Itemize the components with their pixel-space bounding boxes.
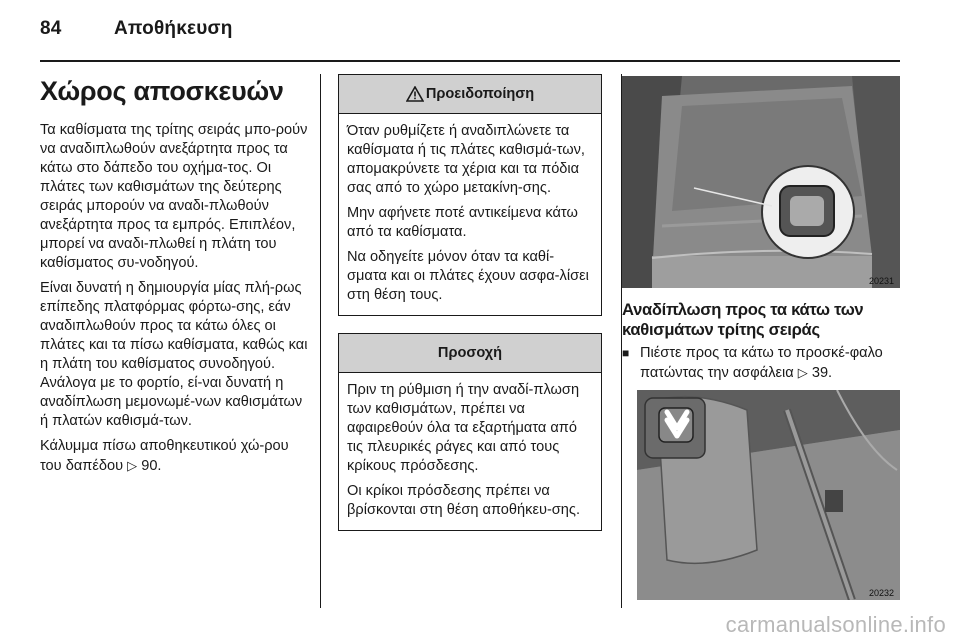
paragraph-seats: Τα καθίσματα της τρίτης σειράς μπο-ρούν να αναδιπλωθούν ανεξάρτητα προς τα κάτω στο δάπεδο του οχήμα-τος. Οι πλάτες των καθισμάτων της δεύτερης σειράς μπορούν να αναδι-πλωθούν ανεξάρτητα προς τα εμπρός. Επιπλέον, μπορεί να αναδι-πλωθεί η πλάτη του καθίσματος συ-νοδηγού. xyxy=(40,122,308,271)
paragraph-reference xyxy=(40,437,308,476)
caution-paragraph: Οι κρίκοι πρόσδεσης πρέπει να βρίσκονται στη θέση αποθήκευ-σης. xyxy=(347,483,581,518)
reference-page: 90. xyxy=(141,458,162,474)
luggage-illustration-graphic xyxy=(622,76,900,288)
warning-paragraph: Να οδηγείτε μόνον όταν τα καθί-σματα και οι πλάτες έχουν ασφα-λίσει στη θέση τους. xyxy=(347,249,589,303)
warning-box-body xyxy=(339,114,601,315)
section-heading-fold-seats: Αναδίπλωση προς τα κάτω των καθισμάτων τρίτης σειράς xyxy=(622,300,864,339)
caution-paragraph: Πριν τη ρύθμιση ή την αναδί-πλωση των καθισμάτων, πρέπει να αφαιρεθούν όλα τα εξαρτήματα από τις πλευρικές ράγες και από τους κρίκους πρόσδεσης. xyxy=(347,382,580,474)
caution-box xyxy=(338,333,602,531)
paragraph-platform: Είναι δυνατή η δημιουργία μίας πλή-ρως επίπεδης πλατφόρμας φόρτω-σης, εάν αναδιπλωθούν προς τα κάτω όλες οι πλάτες και τα πίσω καθίσματα, καθώς και η πλάτη του καθίσματος συνοδηγού. Ανάλογα με το φορτίο, εί-ναι δυνατή η αναδίπλωση μεμονωμέ-νων καθισμάτων ή πλατών καθισμά-των. xyxy=(40,280,308,429)
bullet-reference-page: 39. xyxy=(811,365,833,381)
page-header xyxy=(40,18,233,40)
section-heading-luggage: Χώρος αποσκευών xyxy=(40,76,284,106)
column-divider-left xyxy=(320,74,321,608)
reference-text: Κάλυμμα πίσω αποθηκευτικού χώ-ρου του δαπέδου xyxy=(40,438,289,474)
warning-box xyxy=(338,74,602,316)
illustration-luggage-compartment xyxy=(622,76,900,288)
bullet-text: Πιέστε προς τα κάτω το προσκέ-φαλο πατώντας την ασφάλεια xyxy=(640,345,883,381)
header-rule xyxy=(40,60,900,62)
image-id-bottom: 20232 xyxy=(868,588,894,598)
footer-watermark: carmanualsonline.info xyxy=(725,612,946,637)
warning-triangle-icon xyxy=(406,86,424,102)
bullet-marker: ■ xyxy=(622,346,630,360)
left-column xyxy=(40,76,308,482)
illustration-head-restraint xyxy=(637,390,900,600)
warning-paragraph: Μην αφήνετε ποτέ αντικείμενα κάτω από τα καθίσματα. xyxy=(347,205,578,240)
head-restraint-illustration-graphic xyxy=(637,390,900,600)
image-id-top: 20231 xyxy=(868,276,894,286)
page-number: 84 xyxy=(40,18,62,39)
warning-title: Προειδοποίηση xyxy=(425,86,535,102)
page-ref-symbol: ▷ xyxy=(797,365,808,380)
caution-box-header xyxy=(339,334,601,373)
bullet-item xyxy=(622,344,906,383)
warning-box-header xyxy=(339,75,601,114)
caution-title: Προσοχή xyxy=(437,345,503,361)
caution-box-body xyxy=(339,373,601,530)
bullet-text-block xyxy=(640,344,906,383)
page-title: Αποθήκευση xyxy=(114,18,233,39)
page-ref-symbol: ▷ xyxy=(127,458,138,473)
warning-paragraph: Όταν ρυθμίζετε ή αναδιπλώνετε τα καθίσματα ή τις πλάτες καθισμά-των, απομακρύνετε τα χέρια και τα πόδια σας από το χώρο μετακίνη-σης. xyxy=(347,123,585,196)
